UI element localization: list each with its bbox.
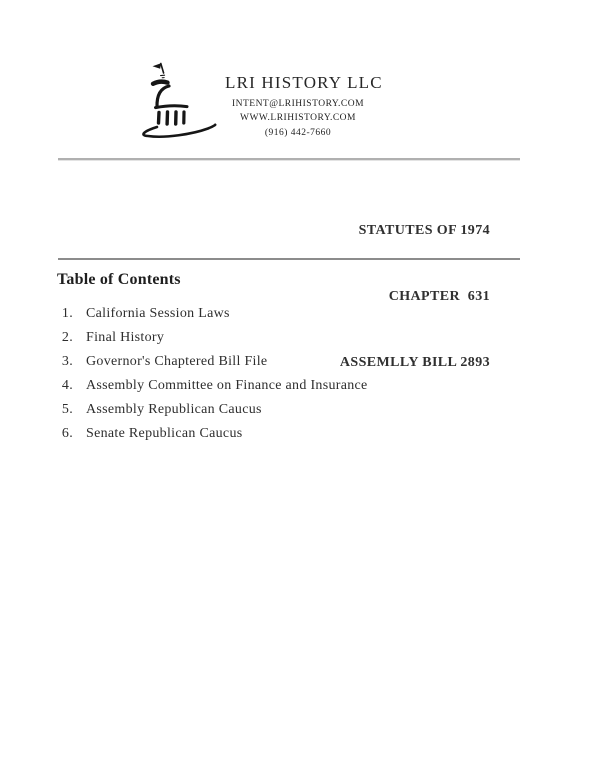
contact-website: WWW.LRIHISTORY.COM: [240, 113, 356, 123]
toc-title: Table of Contents: [57, 271, 181, 288]
toc-list: [57, 306, 368, 450]
letterhead: [225, 73, 383, 138]
toc-item-label: Assembly Republican Caucus: [86, 402, 262, 417]
chapter-line: CHAPTER 631: [388, 289, 490, 304]
toc-item-number: 5.: [61, 402, 73, 417]
toc-item: [57, 378, 368, 393]
toc-item-label: Governor's Chaptered Bill File: [86, 354, 268, 369]
toc-item-number: 1.: [61, 306, 73, 321]
toc-item-number: 3.: [61, 354, 73, 369]
toc-item: [57, 354, 368, 369]
company-name: LRI HISTORY LLC: [225, 73, 383, 92]
toc-item-label: Senate Republican Caucus: [86, 426, 243, 441]
contact-phone: (916) 442-7660: [264, 127, 332, 138]
toc-item: [57, 306, 368, 321]
toc-item-number: 2.: [61, 330, 73, 345]
toc-item: [57, 330, 368, 345]
toc-item-label: California Session Laws: [86, 306, 230, 321]
toc-item-number: 4.: [61, 378, 73, 393]
statutes-year-line: STATUTES OF 1974: [358, 223, 490, 238]
toc-item-number: 6.: [61, 426, 73, 441]
toc-item: [57, 402, 368, 417]
divider-middle: [58, 258, 520, 260]
toc-item: [57, 426, 368, 441]
contact-email: INTENT@LRIHISTORY.COM: [231, 98, 365, 109]
bill-line: ASSEMLLY BILL 2893: [339, 355, 490, 370]
capitol-dome-logo-icon: [137, 60, 227, 140]
divider-top: [58, 158, 520, 161]
toc-item-label: Assembly Committee on Finance and Insurance: [86, 378, 368, 393]
toc-item-label: Final History: [86, 330, 165, 345]
